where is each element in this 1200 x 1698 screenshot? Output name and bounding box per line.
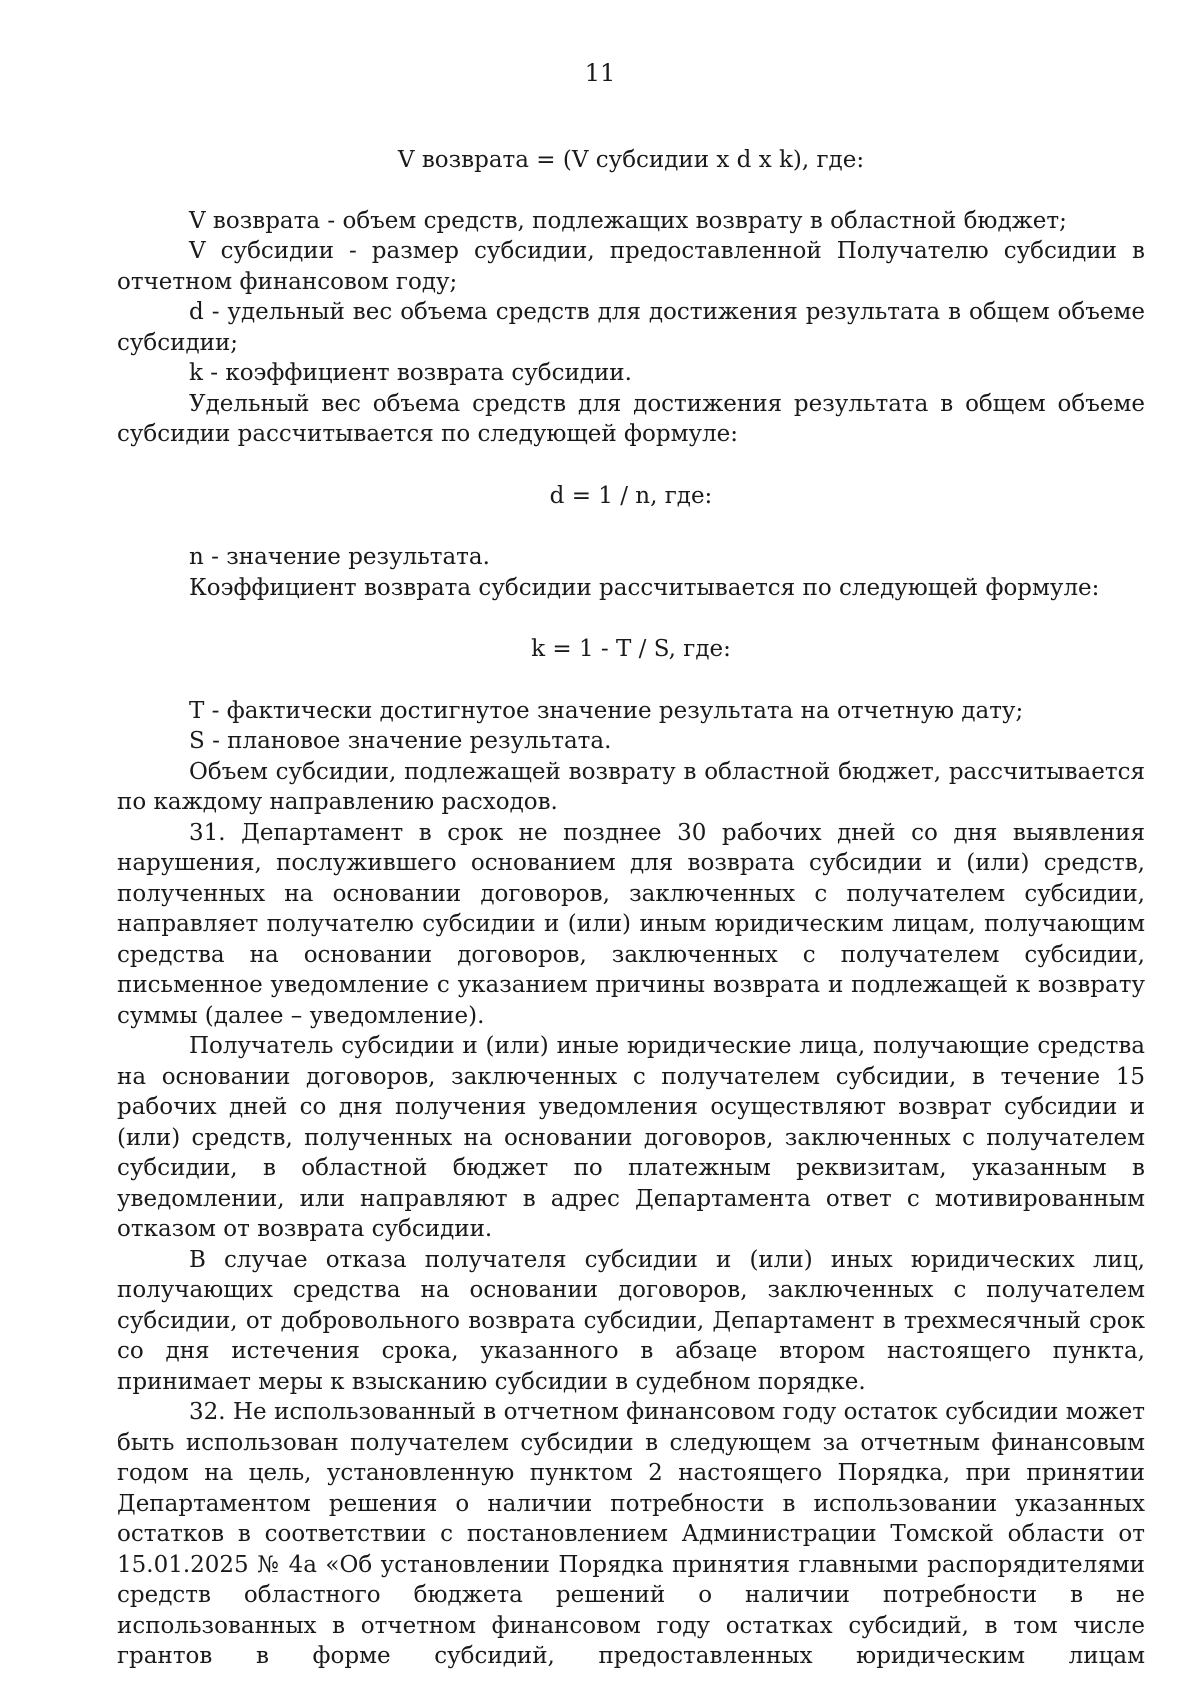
formula-d: d = 1 / n, где: <box>549 482 713 509</box>
item-32: 32. Не использованный в отчетном финансовом году остаток субсидии может быть использован получателем субсидии в следующем за отчетным финансовым годом на цель, установленную пунктом 2 настоящего Порядка, при принятии Департаментом решения о наличии потребности в использовании указанных остатков в соответствии с постановлением Администрации Томской области от 15.01.2025 № 4а «Об установлении Порядка принятия главными распорядителями средств областного бюджета решений о наличии потребности в не использованных в отчетном финансовом году остатках субсидий, в том числе грантов в форме субсидий, предоставленных юридическим лицам <box>117 1399 1145 1669</box>
definition-t: T - фактически достигнутое значение результата на отчетную дату; <box>189 697 1024 724</box>
definition-v-subsidy: V субсидии - размер субсидии, предоставленной Получателю субсидии в отчетном финансовом году; <box>117 238 1145 295</box>
item-31-paragraph-3: В случае отказа получателя субсидии и (или) иных юридических лиц, получающих средства на основании договоров, заключенных с получателем субсидии, от добровольного возврата субсидии, Департамент в трехмесячный срок со дня истечения срока, указанного в абзаце втором настоящего пункта, принимает меры к взысканию субсидии в судебном порядке. <box>117 1246 1145 1395</box>
definition-d: d - удельный вес объема средств для достижения результата в общем объеме субсидии; <box>117 299 1145 356</box>
formula-k: k = 1 - T / S, где: <box>531 636 731 662</box>
page-number: 11 <box>584 59 616 87</box>
document-body <box>117 145 1145 1672</box>
definition-v-return: V возврата - объем средств, подлежащих возврату в областной бюджет; <box>189 207 1067 234</box>
volume-note: Объем субсидии, подлежащей возврату в областной бюджет, рассчитывается по каждому направлению расходов. <box>117 758 1145 815</box>
definition-n: n - значение результата. <box>189 544 490 570</box>
d-formula-intro: Удельный вес объема средств для достижения результата в общем объеме субсидии рассчитывается по следующей формуле: <box>117 390 1145 447</box>
k-formula-intro: Коэффициент возврата субсидии рассчитывается по следующей формуле: <box>189 574 1100 601</box>
definition-k: k - коэффициент возврата субсидии. <box>189 360 632 386</box>
item-31: 31. Департамент в срок не позднее 30 рабочих дней со дня выявления нарушения, послужившего основанием для возврата субсидии и (или) средств, полученных на основании договоров, заключенных с получателем субсидии, направляет получателю субсидии и (или) иным юридическим лицам, получающим средства на основании договоров, заключенных с получателем субсидии, письменное уведомление с указанием причины возврата и подлежащей к возврату суммы (далее – уведомление). <box>117 819 1145 1029</box>
definition-s: S - плановое значение результата. <box>189 728 612 754</box>
item-31-paragraph-2: Получатель субсидии и (или) иные юридические лица, получающие средства на основании договоров, заключенных с получателем субсидии, в течение 15 рабочих дней со дня получения уведомления осуществляют возврат субсидии и (или) средств, полученных на основании договоров, заключенных с получателем субсидии, в областной бюджет по платежным реквизитам, указанным в уведомлении, или направляют в адрес Департамента ответ с мотивированным отказом от возврата субсидии. <box>117 1033 1145 1242</box>
formula-v-return: V возврата = (V субсидии x d x k), где: <box>397 147 865 173</box>
